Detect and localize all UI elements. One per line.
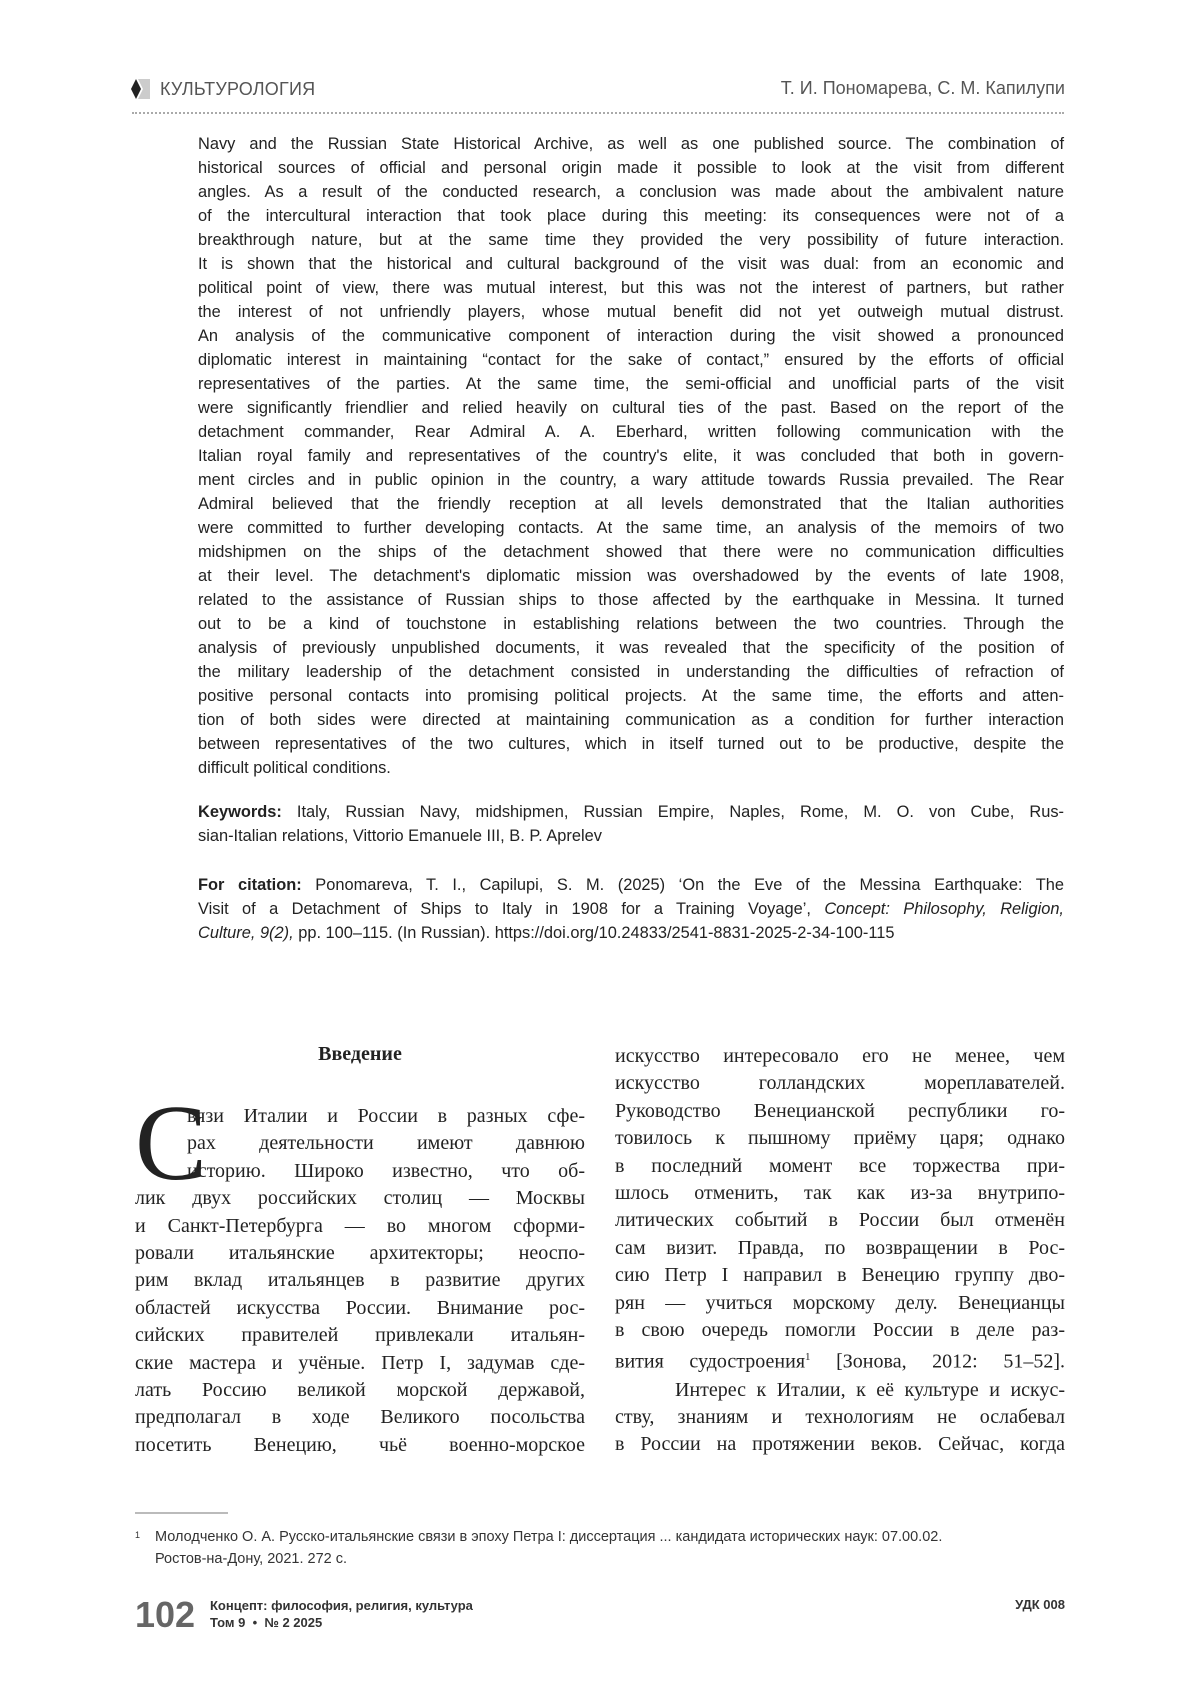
text-line: positive personal contacts into promising political projects. At the same time, the efforts and atten- <box>198 687 1064 705</box>
footnote-number: 1 <box>135 1530 141 1540</box>
keywords-label: Keywords: <box>198 803 282 821</box>
text-line: at their level. The detachment's diplomatic mission was overshadowed by the events of late 1908, <box>198 567 1064 585</box>
drop-cap: С <box>135 1084 208 1203</box>
journal-info <box>210 1597 473 1631</box>
text-line: сам визит. Правда, по возвращении в Рос- <box>615 1236 1065 1259</box>
text-line: Руководство Венецианской республики го- <box>615 1099 1065 1122</box>
citation-text: Ponomareva, T. I., Capilupi, S. M. (2025) ‘On the Eve of the Messina Earthquake: The <box>301 876 1064 894</box>
journal-title: Концепт: философия, религия, культура <box>210 1598 473 1613</box>
text-line: between representatives of the two cultures, which in itself turned out to be productive, despite the <box>198 735 1064 753</box>
footnote-text: Молодченко О. А. Русско-итальянские связи в эпоху Петра I: диссертация ... кандидата исторических наук: 07.00.02. <box>155 1529 943 1545</box>
keywords-text: Italy, Russian Navy, midshipmen, Russian Empire, Naples, Rome, M. O. von Cube, Rus- <box>281 803 1064 821</box>
text-line: were committed to further developing contacts. At the same time, an analysis of the memoirs of two <box>198 519 1064 537</box>
text-line: ству, знаниям и технологиям не ослабевал <box>615 1405 1065 1428</box>
text-line: историю. Широко известно, что об- <box>187 1159 585 1182</box>
journal-issue: Том 9 • № 2 2025 <box>210 1615 323 1630</box>
body-column-left <box>135 1103 585 1459</box>
text-line: сию Петр I направил в Венецию группу дво- <box>615 1264 1065 1287</box>
text-line: искусство интересовало его не менее, чем <box>615 1045 1065 1067</box>
text-line: representatives of the parties. At the same time, the semi-official and unofficial parts of the visit <box>198 375 1064 393</box>
text-line: analysis of previously unpublished documents, it was revealed that the specificity of the position of <box>198 639 1064 657</box>
footnote-ref[interactable]: 1 <box>805 1351 811 1364</box>
text-line: diplomatic interest in maintaining “contact for the sake of contact,” ensured by the efforts of official <box>198 351 1064 369</box>
text-line: Navy and the Russian State Historical Archive, as well as one published source. The combination of <box>198 135 1064 153</box>
text-line: в последний момент все торжества при- <box>615 1154 1065 1177</box>
text-line: the military leadership of the detachment consisted in understanding the difficulties of refraction of <box>198 663 1064 681</box>
keywords-text-cont: sian-Italian relations, Vittorio Emanuele III, B. P. Aprelev <box>198 827 602 845</box>
text-line: difficult political conditions. <box>198 759 391 777</box>
text-line: out to be a kind of touchstone in establishing relations between the two countries. Through the <box>198 615 1064 633</box>
citation <box>198 873 1064 945</box>
section-heading: Введение <box>318 1043 402 1065</box>
text-line: посетить Венецию, чьё военно-морское <box>135 1433 585 1456</box>
text-line: Admiral believed that the friendly reception at all levels demonstrated that the Italian authorities <box>198 495 1064 513</box>
text-line: were significantly friendlier and relied heavily on cultural ties of the past. Based on the report of the <box>198 399 1064 417</box>
citation-journal: Concept: Philosophy, Religion, <box>824 900 1064 918</box>
text-line: political point of view, there was mutual interest, but this was not the interest of partners, but rather <box>198 279 1064 297</box>
keywords <box>198 800 1064 848</box>
footnote-divider <box>135 1512 228 1514</box>
text-line: related to the assistance of Russian ships to those affected by the earthquake in Messina. It turned <box>198 591 1064 609</box>
text-line: ровали итальянские архитекторы; неоспо- <box>135 1242 585 1265</box>
page-number: 102 <box>135 1594 196 1635</box>
text-line: литических событий в России был отменён <box>615 1209 1065 1232</box>
text-line: of the intercultural interaction that took place during this meeting: its consequences were not of a <box>198 207 1064 225</box>
text-line: historical sources of official and personal origin made it possible to look at the visit from different <box>198 159 1064 177</box>
text-line: шлось отменить, так как из-за внутрипо- <box>615 1182 1065 1205</box>
running-header-authors: Т. И. Пономарева, С. М. Капилупи <box>780 78 1065 98</box>
udk-code: УДК 008 <box>1015 1597 1065 1612</box>
text-line: Italian royal family and representatives of the country's elite, it was concluded that both in govern- <box>198 447 1064 465</box>
citation-doi[interactable]: pp. 100–115. (In Russian). https://doi.org/10.24833/2541-8831-2025-2-34-100-115 <box>293 924 895 942</box>
running-header-section <box>130 78 315 100</box>
text-line: tion of both sides were directed at maintaining communication as a condition for further interaction <box>198 711 1064 729</box>
text-line: рах деятельности имеют давнюю <box>187 1132 585 1155</box>
text-line <box>615 1344 1065 1376</box>
citation-journal-volume: Culture, 9(2), <box>198 924 294 942</box>
citation-label: For citation: <box>198 876 302 894</box>
diamond-logo-icon <box>130 78 152 100</box>
text-line: лик двух российских столиц — Москвы <box>135 1187 585 1210</box>
text-line: An analysis of the communicative component of interaction during the visit showed a pronounced <box>198 327 1064 345</box>
text-line: лать Россию великой морской державой, <box>135 1379 585 1402</box>
text-line: Интерес к Италии, к её культуре и искус- <box>675 1378 1065 1401</box>
footnote <box>135 1526 1065 1570</box>
text-line: вязи Италии и России в разных сфе- <box>187 1105 585 1127</box>
text-line: detachment commander, Rear Admiral A. A. Eberhard, written following communication with the <box>198 423 1064 441</box>
text-line: the interest of not unfriendly players, whose mutual benefit did not yet outweigh mutual distrust. <box>198 303 1064 321</box>
text-line: искусство голландских мореплавателей. <box>615 1072 1065 1095</box>
text-line: angles. As a result of the conducted research, a conclusion was made about the ambivalent nature <box>198 183 1064 201</box>
text-fragment: вития судостроения <box>615 1351 806 1374</box>
text-line: сийских правителей привлекали итальян- <box>135 1324 585 1347</box>
footnote-text-cont: Ростов-на-Дону, 2021. 272 с. <box>155 1551 348 1567</box>
text-line: midshipmen on the ships of the detachment showed that there were no communication difficulties <box>198 543 1064 561</box>
header-divider <box>132 112 1064 114</box>
text-line: товилось к пышному приёму царя; однако <box>615 1127 1065 1150</box>
citation-ref: [Зонова, 2012: 51–52]. <box>810 1351 1065 1374</box>
text-line: ment circles and in public opinion in the country, a wary attitude towards Russia prevailed. The Rear <box>198 471 1064 489</box>
text-line: рим вклад итальянцев в развитие других <box>135 1269 585 1292</box>
body-column-right <box>615 1043 1065 1459</box>
text-line: It is shown that the historical and cultural background of the visit was dual: from an economic and <box>198 255 1064 273</box>
text-line: в свою очередь помогли России в деле раз- <box>615 1319 1065 1342</box>
text-line: предполагал в ходе Великого посольства <box>135 1406 585 1429</box>
text-line: breakthrough nature, but at the same time they provided the very possibility of future interaction. <box>198 231 1064 249</box>
abstract <box>198 132 1064 780</box>
section-title: КУЛЬТУРОЛОГИЯ <box>160 78 316 99</box>
text-line: и Санкт-Петербурга — во многом сформи- <box>135 1214 585 1237</box>
citation-title: Visit of a Detachment of Ships to Italy in 1908 for a Training Voyage’, <box>198 900 825 918</box>
text-line: областей искусства России. Внимание рос- <box>135 1296 585 1319</box>
text-line: рян — учиться морскому делу. Венецианцы <box>615 1291 1065 1314</box>
text-line: ские мастера и учёные. Петр I, задумав сде- <box>135 1351 585 1374</box>
text-line: в России на протяжении веков. Сейчас, когда <box>615 1433 1065 1456</box>
